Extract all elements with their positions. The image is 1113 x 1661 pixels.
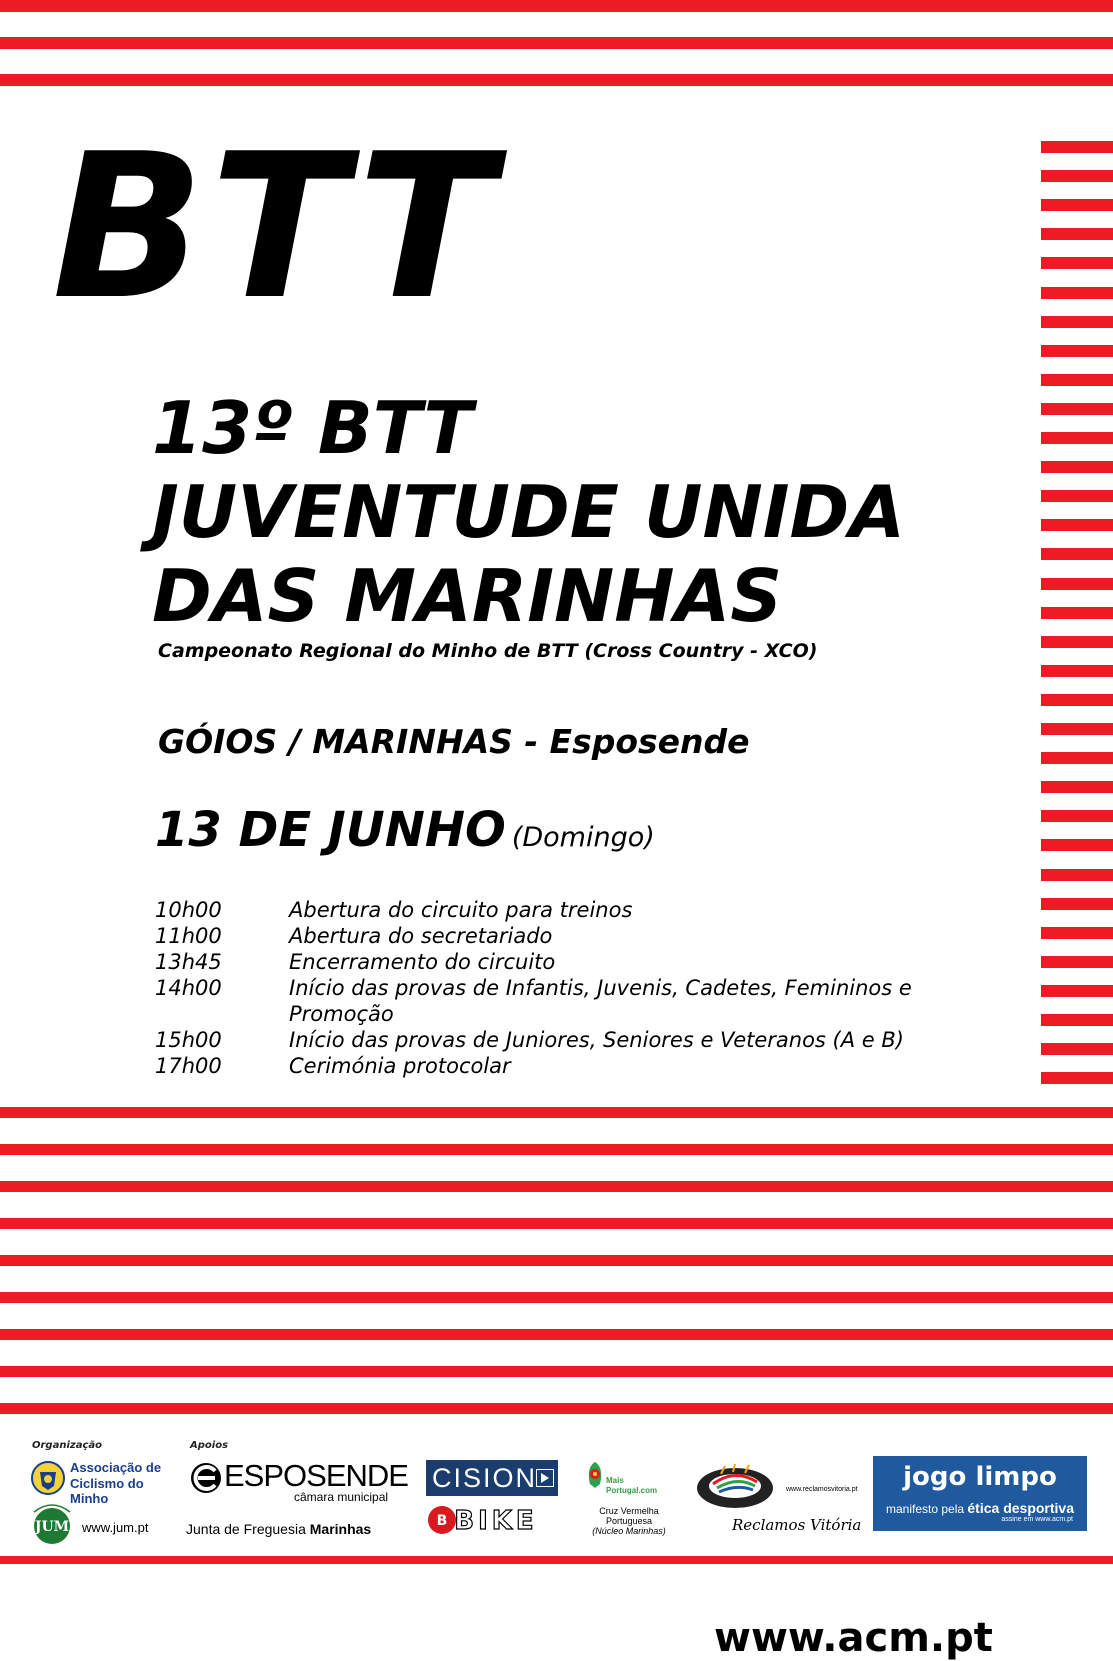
jum-url[interactable]: www.jum.pt: [82, 1520, 149, 1535]
acm-logo-line2: Ciclismo do Minho: [70, 1476, 144, 1506]
jogo-limpo-subtitle: [873, 1500, 1087, 1516]
cision-arrow-icon: [536, 1469, 554, 1487]
event-title: [152, 386, 905, 638]
event-location: GÓIOS / MARINHAS - Esposende: [158, 722, 750, 761]
acm-logo: [30, 1458, 180, 1506]
event-weekday: (Domingo): [511, 822, 655, 853]
stripe: [1041, 694, 1113, 706]
schedule-time: 10h00: [155, 898, 222, 922]
stripe: [1041, 141, 1113, 153]
stripe: [0, 1556, 1113, 1564]
junta-label: Junta de Freguesia: [186, 1521, 306, 1537]
stripe: [1041, 519, 1113, 531]
junta-freguesia: [186, 1521, 371, 1537]
stripe: [1041, 287, 1113, 299]
event-date: [155, 802, 655, 858]
schedule-description: Início das provas de Infantis, Juvenis, Cadetes, Femininos e Promoção: [289, 976, 912, 1026]
reclamos-vitoria-logo-icon: [693, 1462, 777, 1512]
website-link[interactable]: www.acm.pt: [714, 1615, 993, 1661]
schedule-description: Cerimónia protocolar: [289, 1054, 511, 1078]
bike-magazine-logo: [426, 1505, 554, 1535]
stripe: [0, 1144, 1113, 1155]
stripe: [1041, 636, 1113, 648]
schedule-row: [155, 1027, 935, 1053]
stripe: [1041, 345, 1113, 357]
stripe: [1041, 316, 1113, 328]
stripe: [1041, 257, 1113, 269]
stripe: [1041, 1043, 1113, 1055]
bike-wordmark: BIKE: [454, 1506, 538, 1535]
schedule-row: [155, 975, 935, 1027]
stripe: [1041, 1072, 1113, 1084]
schedule-time: 11h00: [155, 924, 222, 948]
stripe: [1041, 810, 1113, 822]
schedule-description: Abertura do secretariado: [289, 924, 553, 948]
event-title-line-2: JUVENTUDE UNIDA: [152, 470, 906, 554]
jogo-limpo-sub-text: manifesto pela: [886, 1502, 965, 1516]
stripe: [1041, 665, 1113, 677]
schedule-row: [155, 923, 935, 949]
stripe: [0, 1255, 1113, 1266]
stripe: [1041, 927, 1113, 939]
stripe: [0, 1181, 1113, 1192]
apoios-label: Apoios: [190, 1440, 229, 1451]
cruz-line3: (Núcleo Marinhas): [592, 1526, 666, 1536]
stripe: [1041, 985, 1113, 997]
stripe: [1041, 607, 1113, 619]
jogo-limpo-logo: [873, 1456, 1087, 1531]
stripe: [1041, 461, 1113, 473]
stripe: [1041, 403, 1113, 415]
stripe: [1041, 723, 1113, 735]
schedule-row: [155, 897, 935, 923]
stripe: [0, 74, 1113, 86]
schedule-time: 17h00: [155, 1054, 222, 1078]
cruz-vermelha: [580, 1506, 678, 1536]
event-date-day: 13 DE JUNHO: [155, 802, 506, 858]
cruz-line2: Portuguesa: [605, 1516, 653, 1526]
svg-text:JUM: JUM: [34, 1519, 70, 1535]
event-title-line-1: 13º BTT: [152, 386, 473, 470]
cision-wordmark: CISION: [432, 1463, 538, 1493]
stripe: [0, 37, 1113, 49]
schedule-row: [155, 949, 935, 975]
big-title: BTT: [52, 111, 500, 344]
cision-logo: [426, 1460, 558, 1496]
esposende-e-icon: [190, 1462, 222, 1494]
stripe: [1041, 781, 1113, 793]
mais-portugal-text: Mais Portugal.com: [606, 1476, 658, 1495]
stripe: [0, 1107, 1113, 1118]
reclamos-url[interactable]: www.reclamosvitoria.pt: [786, 1486, 858, 1493]
stripe: [1041, 432, 1113, 444]
jogo-limpo-tiny: assine em www.acm.pt: [1001, 1516, 1073, 1523]
schedule-time: 13h45: [155, 950, 222, 974]
stripe: [1041, 752, 1113, 764]
esposende-subtitle: câmara municipal: [294, 1490, 389, 1504]
schedule: [155, 897, 935, 1079]
stripe: [0, 1218, 1113, 1229]
mais-portugal-icon: [584, 1460, 606, 1490]
stripe: [1041, 1014, 1113, 1026]
stripe: [1041, 956, 1113, 968]
svg-text:B: B: [436, 1513, 448, 1529]
stripe: [1041, 228, 1113, 240]
event-title-line-3: DAS MARINHAS: [152, 554, 783, 638]
stripe: [1041, 548, 1113, 560]
acm-emblem-icon: [30, 1460, 66, 1496]
stripe: [0, 1329, 1113, 1340]
stripe: [0, 0, 1113, 12]
stripe: [1041, 869, 1113, 881]
schedule-time: 14h00: [155, 976, 222, 1000]
schedule-time: 15h00: [155, 1028, 222, 1052]
jogo-limpo-sub-bold: ética desportiva: [967, 1500, 1074, 1516]
stripe: [0, 1403, 1113, 1414]
jogo-limpo-title: jogo limpo: [903, 1462, 1057, 1492]
esposende-logo: [190, 1458, 408, 1506]
stripe: [1041, 199, 1113, 211]
stripe: [1041, 490, 1113, 502]
stripe: [1041, 578, 1113, 590]
acm-logo-line1: Associação de: [70, 1460, 162, 1475]
schedule-row: [155, 1053, 935, 1079]
stripe: [0, 1366, 1113, 1377]
stripe: [1041, 839, 1113, 851]
stripe: [1041, 170, 1113, 182]
esposende-wordmark: ESPOSENDE: [224, 1458, 408, 1493]
schedule-description: Início das provas de Juniores, Seniores e Veteranos (A e B): [289, 1028, 904, 1052]
organizacao-label: Organização: [32, 1440, 102, 1451]
event-subtitle: Campeonato Regional do Minho de BTT (Cross Country - XCO): [158, 640, 818, 662]
jum-logo-icon: [30, 1500, 74, 1548]
stripe: [1041, 898, 1113, 910]
reclamos-name: Reclamos Vitória: [732, 1516, 862, 1534]
cruz-line1: Cruz Vermelha: [599, 1506, 659, 1516]
schedule-description: Encerramento do circuito: [289, 950, 556, 974]
stripe: [1041, 374, 1113, 386]
junta-marinhas: Marinhas: [309, 1521, 372, 1537]
schedule-description: Abertura do circuito para treinos: [289, 898, 633, 922]
stripe: [0, 1292, 1113, 1303]
